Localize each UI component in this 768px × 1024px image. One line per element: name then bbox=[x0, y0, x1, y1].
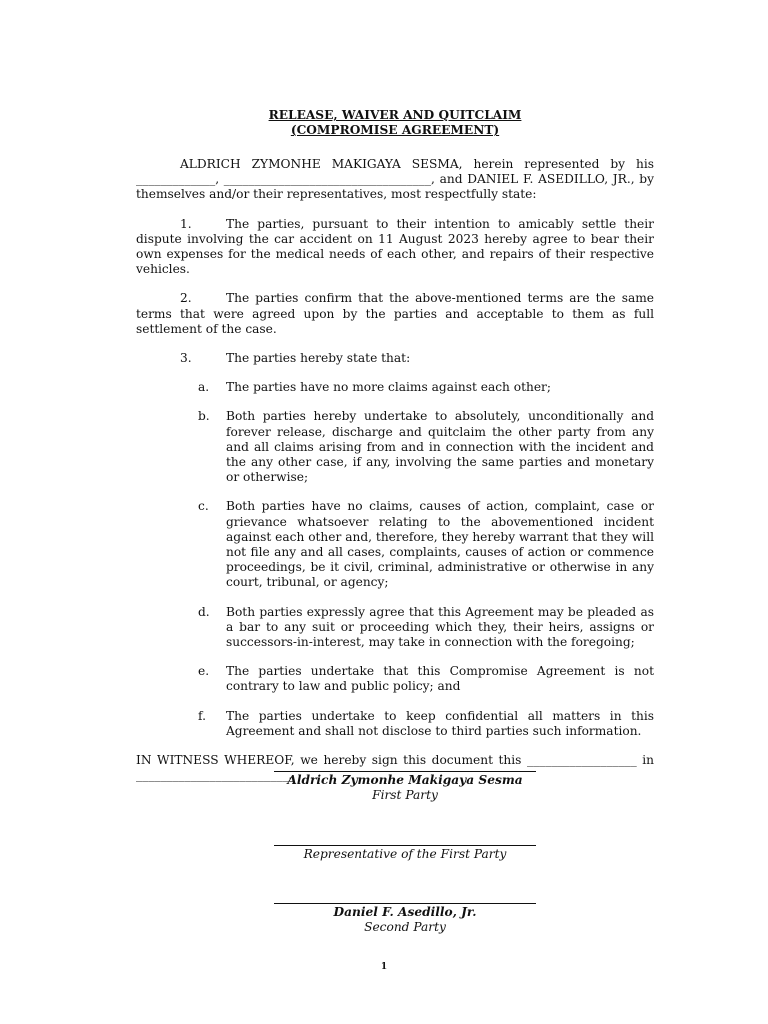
page-number: 1 bbox=[380, 962, 388, 972]
signatory-role: Second Party bbox=[364, 920, 446, 934]
sub-item-letter: a. bbox=[198, 380, 210, 395]
paragraph-number: 1. bbox=[180, 216, 192, 231]
sub-item-text: The parties undertake that this Compromise Agreement is not contrary to law and public policy; and bbox=[226, 664, 654, 694]
sub-item-e bbox=[198, 664, 654, 694]
numbered-paragraph-1 bbox=[136, 217, 654, 278]
sub-item-text: Both parties hereby undertake to absolutely, unconditionally and forever release, discharge and quitclaim the other party from any and all claims arising from and in connection with the incident and the any other case, if any, involving the same parties and monetary or otherwise; bbox=[226, 409, 654, 485]
numbered-paragraph-2 bbox=[136, 291, 654, 337]
sub-item-c bbox=[198, 499, 654, 590]
sub-item-text: Both parties have no claims, causes of action, complaint, case or grievance whatsoever relating to the abovementioned incident against each other and, therefore, they hereby warrant that they will not file any and all cases, complaints, causes of action or commence proceedings, be it civil, criminal, administrative or otherwise in any court, tribunal, or agency; bbox=[226, 499, 654, 590]
sub-item-text: The parties have no more claims against each other; bbox=[226, 380, 551, 395]
sub-item-a bbox=[198, 380, 654, 395]
signature-block-representative bbox=[274, 845, 536, 862]
document-page bbox=[136, 108, 654, 784]
sub-item-b bbox=[198, 409, 654, 485]
sub-item-letter: c. bbox=[198, 499, 209, 514]
paragraph-number: 3. bbox=[180, 351, 192, 366]
document-title-line-1: RELEASE, WAIVER AND QUITCLAIM bbox=[268, 108, 522, 122]
intro-paragraph: ALDRICH ZYMONHE MAKIGAYA SESMA, herein represented by his _____________, __________________________________, and DANIEL F. ASEDILLO, JR., by themselves and/or their representatives, most respectfully state: bbox=[136, 157, 654, 202]
document-title-line-2: (COMPROMISE AGREEMENT) bbox=[290, 123, 500, 137]
sub-item-letter: e. bbox=[198, 664, 210, 679]
paragraph-number: 2. bbox=[180, 291, 192, 306]
sub-item-letter: d. bbox=[198, 604, 210, 619]
signatory-role: Representative of the First Party bbox=[303, 847, 507, 861]
paragraph-text: The parties hereby state that: bbox=[226, 351, 411, 366]
witness-clause: IN WITNESS WHEREOF, we hereby sign this document this __________________ in _________________________. bbox=[136, 753, 654, 783]
sub-item-text: Both parties expressly agree that this Agreement may be pleaded as a bar to any suit or proceeding which they, their heirs, assigns or successors-in-interest, may take in connection with the foregoing; bbox=[226, 604, 654, 650]
sub-item-text: The parties undertake to keep confidential all matters in this Agreement and shall not disclose to third parties such information. bbox=[226, 708, 654, 738]
signatory-role: First Party bbox=[372, 788, 438, 802]
signature-line bbox=[274, 903, 536, 904]
paragraph-text: The parties, pursuant to their intention to amicably settle their dispute involving the car accident on 11 August 2023 hereby agree to bear their own expenses for the medical needs of each other, and repairs of their respective vehicles. bbox=[136, 216, 654, 277]
paragraph-text: The parties confirm that the above-mentioned terms are the same terms that were agreed upon by the parties and acceptable to them as full settlement of the case. bbox=[136, 291, 654, 336]
numbered-paragraph-3 bbox=[136, 351, 654, 366]
signatory-name: Daniel F. Asedillo, Jr. bbox=[333, 905, 477, 919]
signature-block-first-party bbox=[274, 771, 536, 803]
signature-line bbox=[274, 845, 536, 846]
signature-block-second-party bbox=[274, 903, 536, 935]
signature-line bbox=[274, 771, 536, 772]
sub-item-d bbox=[198, 605, 654, 651]
sub-item-f bbox=[198, 709, 654, 739]
sub-item-letter: b. bbox=[198, 409, 210, 424]
sub-item-letter: f. bbox=[198, 708, 206, 723]
signatory-name: Aldrich Zymonhe Makigaya Sesma bbox=[287, 773, 523, 787]
